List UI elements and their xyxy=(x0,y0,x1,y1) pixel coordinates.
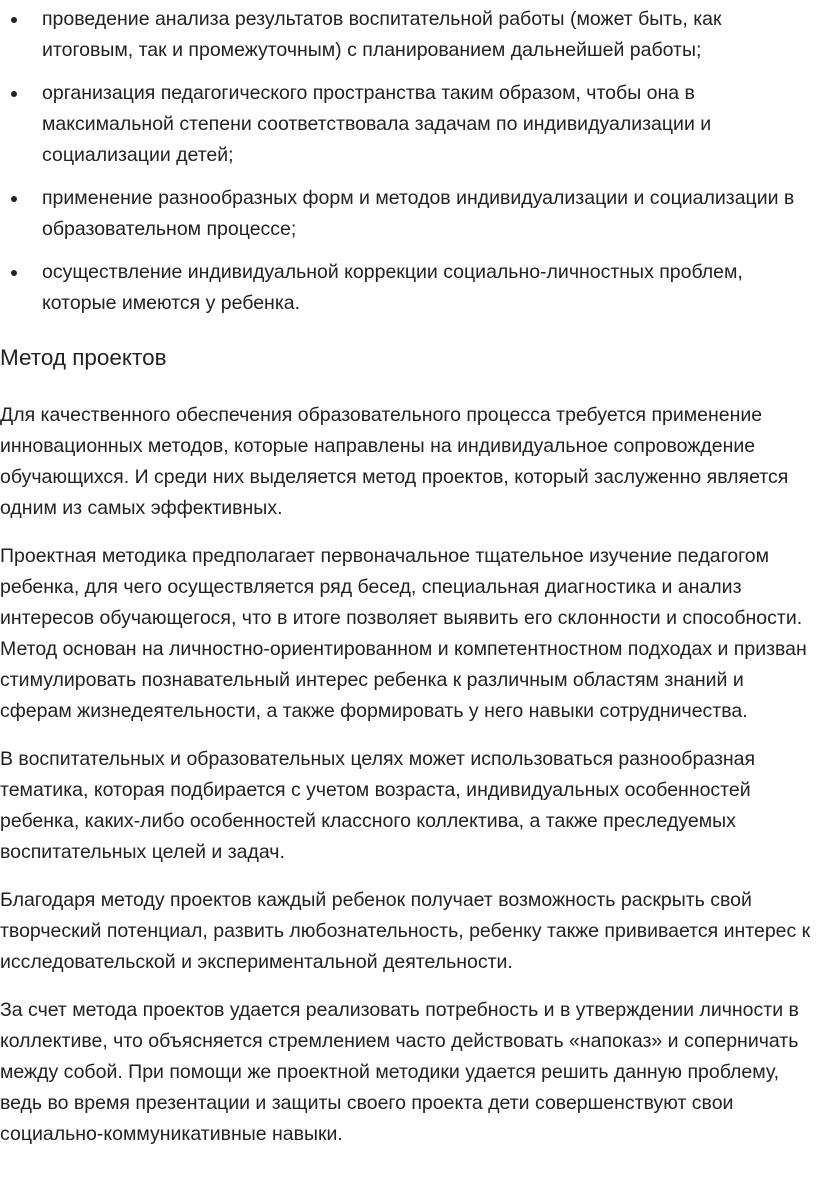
bullet-dot-icon xyxy=(11,91,17,97)
bullet-dot-icon xyxy=(11,270,17,276)
section-body xyxy=(0,400,816,1167)
list-item-text: применение разнообразных форм и методов индивидуализации и социализации в образовательном процессе; xyxy=(42,187,795,240)
list-item-text: организация педагогического пространства таким образом, чтобы она в максимальной степени соответствовала задачам по индивидуализации и социализации детей; xyxy=(42,82,712,166)
paragraph: Благодаря методу проектов каждый ребенок получает возможность раскрыть свой творческий потенциал, развить любознательность, ребенку также прививается интерес к исследовательской и экспериментальной деятельности. xyxy=(0,889,811,973)
bullet-dot-icon xyxy=(11,196,17,202)
paragraph: За счет метода проектов удается реализовать потребность и в утверждении личности в коллективе, что объясняется стремлением часто действовать «напоказ» и соперничать между собой. При помощи же проектной методики удается решить данную проблему, ведь во время презентации и защиты своего проекта дети совершенствуют свои социально-коммуникативные навыки. xyxy=(0,999,799,1145)
paragraph: В воспитательных и образовательных целях может использоваться разнообразная тематика, которая подбирается с учетом возраста, индивидуальных особенностей ребенка, каких-либо особенностей классного коллектива, а также преследуемых воспитательных целей и задач. xyxy=(0,748,756,863)
paragraph: Для качественного обеспечения образовательного процесса требуется применение инновационных методов, которые направлены на индивидуальное сопровождение обучающихся. И среди них выделяется метод проектов, который заслуженно является одним из самых эффективных. xyxy=(0,404,789,519)
list-item-text: осуществление индивидуальной коррекции социально-личностных проблем, которые имеются у ребенка. xyxy=(42,261,743,314)
bullet-list xyxy=(0,4,816,331)
paragraph: Проектная методика предполагает первоначальное тщательное изучение педагогом ребенка, для чего осуществляется ряд бесед, специальная диагностика и анализ интересов обучающегося, что в итоге позволяет выявить его склонности и способности. Метод основан на личностно-ориентированном и компетентностном подходах и призван стимулировать познавательный интерес ребенка к различным областям знаний и сферам жизнедеятельности, а также формировать у него навыки сотрудничества. xyxy=(0,545,807,722)
section-heading: Метод проектов xyxy=(0,345,167,370)
bullet-dot-icon xyxy=(11,17,17,23)
list-item xyxy=(0,4,816,66)
list-item xyxy=(0,183,816,245)
list-item xyxy=(0,78,816,171)
list-item-text: проведение анализа результатов воспитательной работы (может быть, как итоговым, так и промежуточным) с планированием дальнейшей работы; xyxy=(42,8,722,61)
list-item xyxy=(0,257,816,319)
